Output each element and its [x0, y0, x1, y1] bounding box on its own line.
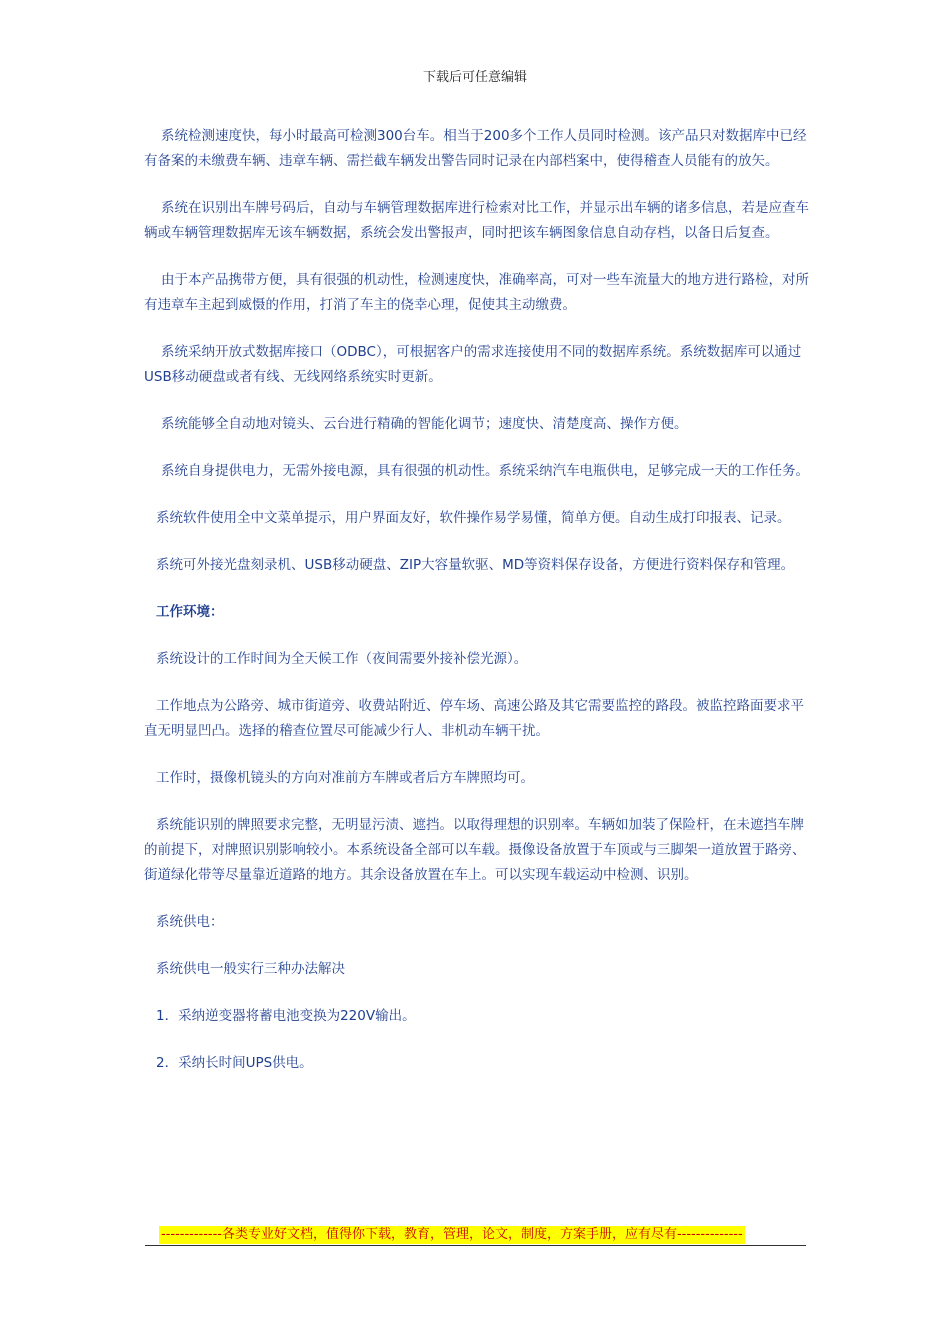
page-header: 下载后可任意编辑: [422, 70, 527, 85]
paragraph-plate-recognition: 系统在识别出车牌号码后，自动与车辆管理数据库进行检索对比工作，并显示出车辆的诸多信息，若是应查车辆或车辆管理数据库无该车辆数据，系统会发出警报声，同时把该车辆图象信息自动存档，以备日后复查。: [144, 200, 809, 241]
paragraph-self-power: 系统自身提供电力，无需外接电源，具有很强的机动性。系统采纳汽车电瓶供电，足够完成一天的工作任务。: [161, 463, 809, 479]
paragraph-portability: 由于本产品携带方便，具有很强的机动性，检测速度快，准确率高，可对一些车流量大的地方进行路检，对所有违章车主起到威慑的作用，打消了车主的侥幸心理，促使其主动缴费。: [144, 272, 809, 313]
footer-banner: -------------各类专业好文档，值得你下载，教育，管理，论文，制度，方案手册，应有尽有--------------: [161, 1227, 743, 1242]
paragraph-software: 系统软件使用全中文菜单提示，用户界面友好，软件操作易学易懂，简单方便。自动生成打印报表、记录。: [156, 510, 791, 526]
paragraph-detection-speed: 系统检测速度快，每小时最高可检测300台车。相当于200多个工作人员同时检测。该产品只对数据库中已经有备案的未缴费车辆、违章车辆、需拦截车辆发出警告同时记录在内部档案中，使得稽查人员能有的放矢。: [144, 128, 807, 169]
paragraph-odbc: 系统采纳开放式数据库接口（ODBC），可根据客户的需求连接使用不同的数据库系统。系统数据库可以通过USB移动硬盘或者有线、无线网络系统实时更新。: [144, 344, 802, 385]
power-intro: 系统供电一般实行三种办法解决: [156, 961, 345, 977]
paragraph-plate-requirements: 系统能识别的牌照要求完整，无明显污渍、遮挡。以取得理想的识别率。车辆如加装了保险杆，在未遮挡车牌的前提下，对牌照识别影响较小。本系统设备全部可以车载。摄像设备放置于车顶或与三脚架一道放置于路旁、街道绿化带等尽量靠近道路的地方。其余设备放置在车上。可以实现车载运动中检测、识别。: [144, 817, 806, 883]
footer-divider: [145, 1245, 806, 1246]
power-item-ups: 2．采纳长时间UPS供电。: [156, 1055, 313, 1071]
paragraph-work-time: 系统设计的工作时间为全天候工作（夜间需要外接补偿光源）。: [156, 651, 528, 667]
paragraph-storage-devices: 系统可外接光盘刻录机、USB移动硬盘、ZIP大容量软驱、MD等资料保存设备，方便进行资料保存和管理。: [156, 557, 795, 573]
power-item-inverter: 1．采纳逆变器将蓄电池变换为220V输出。: [156, 1008, 416, 1024]
paragraph-camera-direction: 工作时，摄像机镜头的方向对准前方车牌或者后方车牌照均可。: [156, 770, 534, 786]
power-heading: 系统供电：: [156, 914, 224, 930]
paragraph-work-location: 工作地点为公路旁、城市街道旁、收费站附近、停车场、高速公路及其它需要监控的路段。被监控路面要求平直无明显凹凸。选择的稽查位置尽可能减少行人、非机动车辆干扰。: [144, 698, 804, 739]
paragraph-auto-adjust: 系统能够全自动地对镜头、云台进行精确的智能化调节；速度快、清楚度高、操作方便。: [161, 416, 688, 432]
work-environment-heading: 工作环境：: [156, 604, 224, 620]
document-body: [144, 124, 814, 1076]
